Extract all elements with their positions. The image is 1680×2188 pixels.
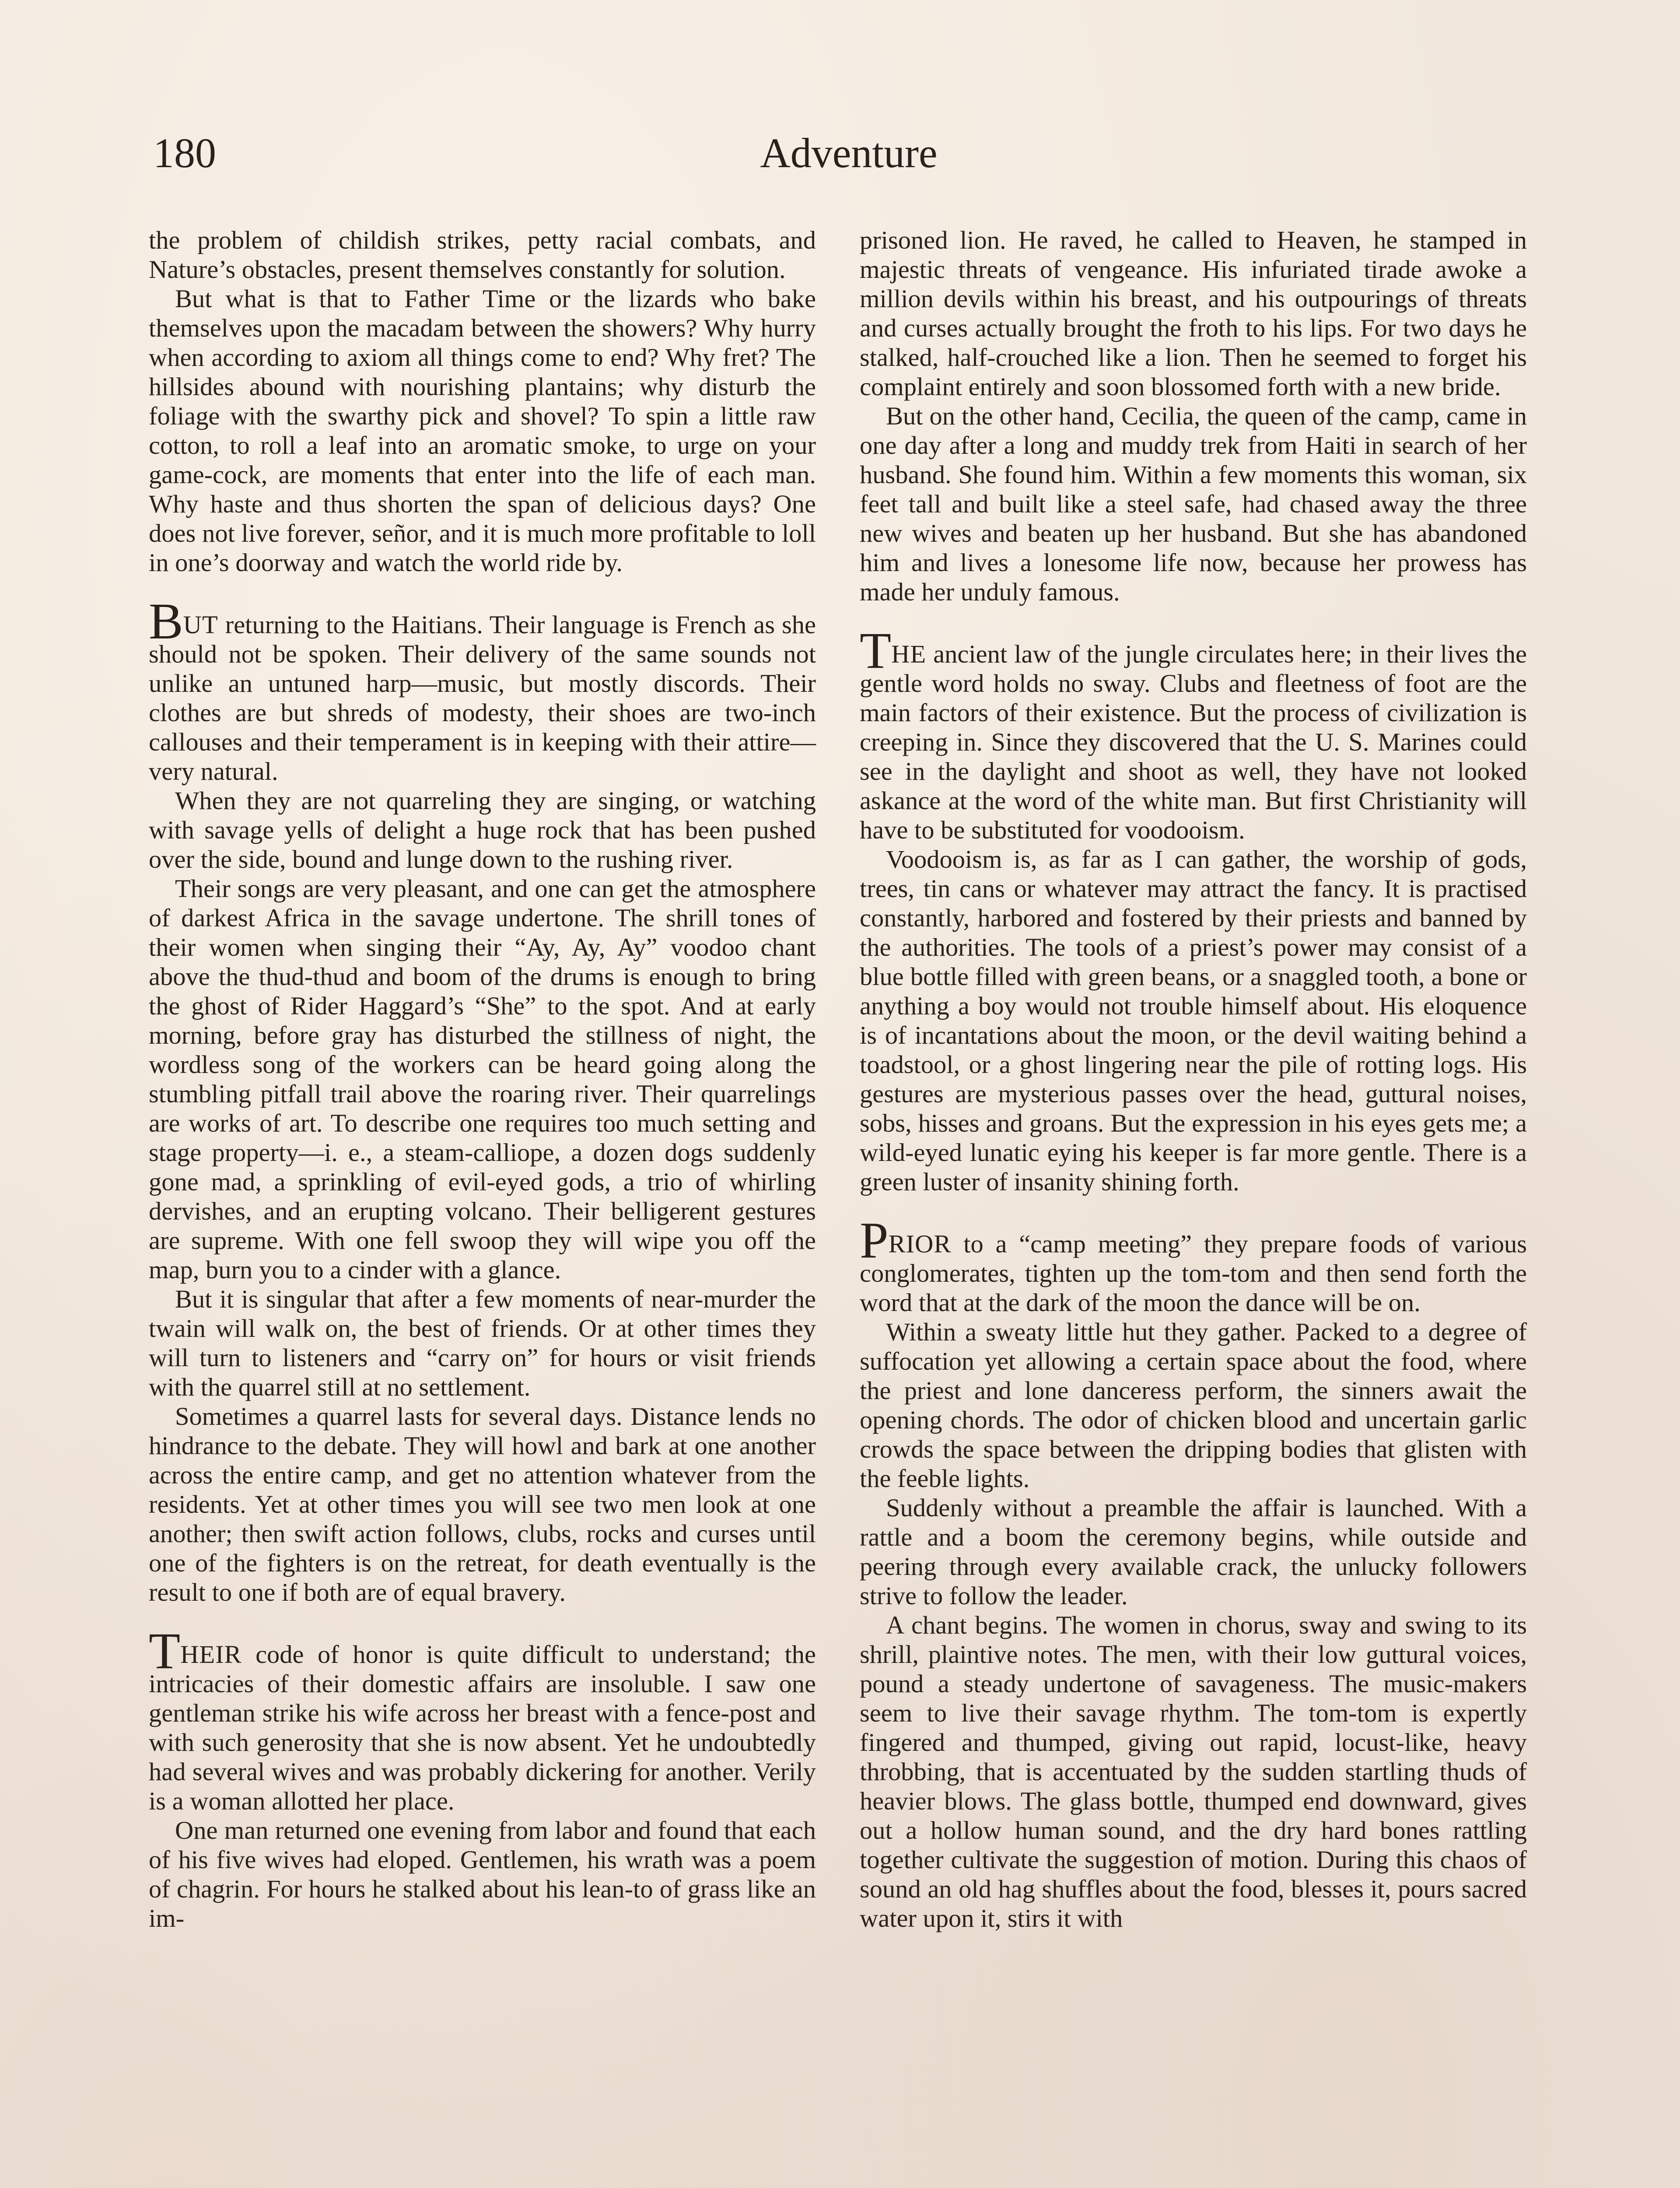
left-column [149, 225, 816, 1933]
paragraph: Within a sweaty little hut they gather. Packed to a degree of suffocation yet allowing a certain space about the food, where the priest and lone danceress perform, the sinners await the opening chords. The odor of chicken blood and uncertain garlic crowds the space between the dripping bodies that glisten with the feeble lights. [860, 1318, 1527, 1493]
small-caps-lead: RIOR [888, 1230, 952, 1258]
section-opening-paragraph [860, 1212, 1527, 1317]
paragraph: But what is that to Father Time or the lizards who bake themselves upon the macadam between the showers? Why hurry when according to axiom all things come to end? Why fret? The hillsides abound with nourishing plantains; why disturb the foliage with the swarthy pick and shovel? To spin a little raw cotton, to roll a leaf into an aromatic smoke, to urge on your game-cock, are moments that enter into the life of each man. Why haste and thus shorten the span of delicious days? One does not live forever, señor, and it is much more profitable to loll in one’s doorway and watch the world ride by. [149, 284, 816, 577]
paragraph-text: returning to the Haitians. Their language is French as she should not be spoken. Their delivery of the same sounds not unlike an untuned harp—music, but mostly discords. Their clothes are but shreds of modesty, their shoes are two-inch callouses and their temperament is in keeping with their attire—very natural. [149, 610, 816, 785]
paragraph-text: ancient law of the jungle circulates here; in their lives the gentle word holds no sway. Clubs and fleetness of foot are the main factors of their existence. But the process of civilization is creeping in. Since they discovered that the U. S. Marines could see in the daylight and shoot as well, they have not looked askance at the word of the white man. But first Christianity will have to be substituted for voodooism. [860, 640, 1527, 844]
paragraph-text: to a “camp meeting” they prepare foods of various conglomerates, tighten up the tom-tom and then send forth the word that at the dark of the moon the dance will be on. [860, 1230, 1527, 1317]
paragraph: Their songs are very pleasant, and one can get the atmosphere of darkest Africa in the savage undertone. The shrill tones of their women when singing their “Ay, Ay, Ay” voodoo chant above the thud-thud and boom of the drums is enough to bring the ghost of Rider Haggard’s “She” to the spot. And at early morning, before gray has disturbed the stillness of night, the wordless song of the workers can be heard going along the stumbling pitfall trail above the roaring river. Their quarrelings are works of art. To describe one requires too much setting and stage property—i. e., a steam-calliope, a dozen dogs suddenly gone mad, a sprinkling of evil-eyed gods, a trio of whirling dervishes, and an erupting volcano. Their belligerent gestures are supreme. With one fell swoop they will wipe you off the map, burn you to a cinder with a glance. [149, 874, 816, 1284]
right-column [860, 225, 1527, 1933]
page-number: 180 [153, 130, 216, 176]
section-opening-paragraph [149, 593, 816, 786]
paragraph: When they are not quarreling they are singing, or watching with savage yells of delight a huge rock that has been pushed over the side, bound and lunge down to the rushing river. [149, 786, 816, 873]
section-opening-paragraph [860, 622, 1527, 845]
small-caps-lead: HEIR [180, 1640, 242, 1669]
paragraph: Sometimes a quarrel lasts for several days. Distance lends no hindrance to the debate. They will howl and bark at one another across the entire camp, and get no attention whatever from the residents. Yet at other times you will see two men look at one another; then swift action follows, clubs, rocks and curses until one of the fighters is on the retreat, for death eventually is the result to one if both are of equal bravery. [149, 1402, 816, 1606]
drop-initial: T [860, 622, 892, 679]
small-caps-lead: UT [183, 610, 218, 639]
drop-initial: B [149, 593, 183, 650]
small-caps-lead: HE [891, 640, 927, 668]
running-title: Adventure [760, 130, 938, 176]
drop-initial: T [149, 1622, 181, 1680]
section-opening-paragraph [149, 1622, 816, 1816]
paragraph: Suddenly without a preamble the affair is launched. With a rattle and a boom the ceremony begins, while outside and peering through every available crack, the unlucky followers strive to follow the leader. [860, 1494, 1527, 1610]
paragraph: One man returned one evening from labor and found that each of his five wives had eloped. Gentlemen, his wrath was a poem of chagrin. For hours he stalked about his lean-to of grass like an im- [149, 1816, 816, 1932]
paragraph: But on the other hand, Cecilia, the queen of the camp, came in one day after a long and muddy trek from Haiti in search of her husband. She found him. Within a few moments this woman, six feet tall and built like a steel safe, had chased away the three new wives and beaten up her husband. But she has abandoned him and lives a lonesome life now, because her prowess has made her unduly famous. [860, 402, 1527, 606]
drop-initial: P [860, 1212, 889, 1269]
paragraph: Voodooism is, as far as I can gather, the worship of gods, trees, tin cans or whatever may attract the fancy. It is practised constantly, harbored and fostered by their priests and banned by the authorities. The tools of a priest’s power may consist of a blue bottle filled with green beans, or a snaggled tooth, a bone or anything a boy would not trouble himself about. His eloquence is of incantations about the moon, or the devil waiting behind a toadstool, or a ghost lingering near the pile of rotting logs. His gestures are mysterious passes over the head, guttural noises, sobs, hisses and groans. But the expression in his eyes gets me; a wild-eyed lunatic eying his keeper is far more gentle. There is a green luster of insanity shining forth. [860, 845, 1527, 1196]
paragraph-text: code of honor is quite difficult to understand; the intricacies of their domestic affairs are insoluble. I saw one gentleman strike his wife across her breast with a fence-post and with such generosity that she is now absent. Yet he undoubtedly had several wives and was probably dickering for another. Verily is a woman allotted her place. [149, 1640, 816, 1815]
paragraph: But it is singular that after a few moments of near-murder the twain will walk on, the best of friends. Or at other times they will turn to listeners and “carry on” for hours or visit friends with the quarrel still at no settlement. [149, 1285, 816, 1401]
paragraph: the problem of childish strikes, petty racial combats, and Nature’s obstacles, present themselves constantly for solution. [149, 226, 816, 284]
paragraph: A chant begins. The women in chorus, sway and swing to its shrill, plaintive notes. The men, with their low guttural voices, pound a steady undertone of savageness. The music-makers seem to live their savage rhythm. The tom-tom is expertly fingered and thumped, giving out rapid, locust-like, heavy throbbing, that is accentuated by the sudden startling thuds of heavier blows. The glass bottle, thumped end downward, gives out a hollow human sound, and the dry hard bones rattling together cultivate the suggestion of motion. During this chaos of sound an old hag shuffles about the food, blesses it, pours sacred water upon it, stirs it with [860, 1611, 1527, 1932]
paragraph: prisoned lion. He raved, he called to Heaven, he stamped in majestic threats of vengeance. His infuriated tirade awoke a million devils within his breast, and his outpourings of threats and curses actually brought the froth to his lips. For two days he stalked, half-crouched like a lion. Then he seemed to forget his complaint entirely and soon blossomed forth with a new bride. [860, 226, 1527, 401]
page-header [153, 127, 1544, 193]
